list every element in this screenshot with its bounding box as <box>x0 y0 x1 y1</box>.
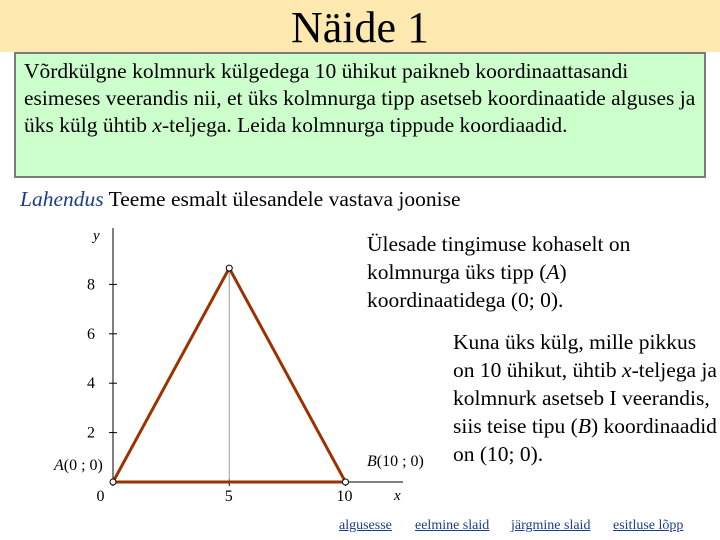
vertex-a-explanation: Ülesade tingimuse kohaselt on kolmnurga üks tipp (A) koordinaatidega (0; 0). <box>367 232 631 312</box>
nav-prev-link[interactable]: eelmine slaid <box>415 518 490 533</box>
problem-text-2: -teljega. Leida kolmnurga tippude koordiaadid. <box>161 113 568 137</box>
nav-next-link[interactable]: järgmine slaid <box>511 518 591 533</box>
problem-text-1: Võrdkülgne kolmnurk külgedega 10 ühikut paikneb koordinaattasandi esimeses veerandis nii, et üks kolmnurga tipp asetseb koordinaatide alguses ja üks külg ühtib <box>24 59 696 137</box>
y-tick-label-0: 8 <box>87 276 95 294</box>
slide-title: Näide 1 <box>290 3 430 52</box>
solution-label: Lahendus <box>20 187 104 211</box>
point-a-label: A(0 ; 0) <box>54 457 103 474</box>
y-axis-label: y <box>93 228 100 244</box>
x-tick-label-1: 5 <box>224 488 233 505</box>
problem-var-x: x <box>152 113 162 137</box>
y-tick-label-1: 6 <box>87 325 95 343</box>
x-axis-label: x <box>394 488 401 504</box>
point-a-marker <box>110 479 116 485</box>
point-b-label: B(10 ; 0) <box>367 453 424 470</box>
nav-origin-link[interactable]: algusesse <box>339 518 392 533</box>
apex-marker <box>226 265 232 271</box>
vertex-b-explanation: Kuna üks külg, mille pikkus on 10 ühikut, ühtib x-teljega ja kolmnurk asetseb I veerandis, siis teise tipu (B) koordinaadid on (10; 0). <box>453 330 717 466</box>
y-tick-label-2: 4 <box>87 375 95 393</box>
point-b-marker <box>343 479 349 485</box>
x-tick-label-0: 0 <box>96 488 105 505</box>
y-tick-label-3: 2 <box>87 424 95 442</box>
x-tick-label-2: 10 <box>336 488 353 505</box>
solution-text: Teeme esmalt ülesandele vastava joonise <box>103 187 461 211</box>
nav-end-link[interactable]: esitluse lõpp <box>613 518 684 533</box>
